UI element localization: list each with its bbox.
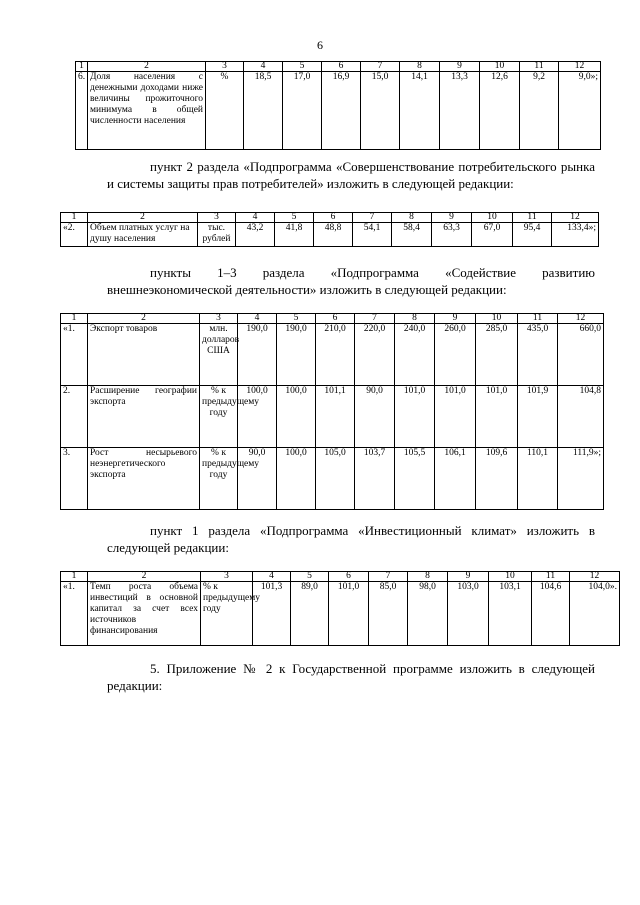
indicator-name: Темп роста объема инвестиций в основной капитал за счет всех источников финансирования bbox=[88, 582, 201, 646]
col-header: 9 bbox=[432, 213, 472, 223]
value-cell: 435,0 bbox=[518, 324, 558, 386]
col-header: 6 bbox=[316, 314, 355, 324]
value-cell: 16,9 bbox=[322, 72, 361, 150]
col-header: 2 bbox=[88, 572, 201, 582]
value-cell: 54,1 bbox=[353, 223, 392, 247]
col-header: 11 bbox=[532, 572, 570, 582]
col-header: 2 bbox=[88, 62, 206, 72]
value-cell: 190,0 bbox=[238, 324, 277, 386]
col-header: 6 bbox=[329, 572, 369, 582]
col-header: 8 bbox=[400, 62, 440, 72]
table-export bbox=[60, 313, 604, 510]
value-cell: 41,8 bbox=[275, 223, 314, 247]
table-investment bbox=[60, 571, 620, 646]
value-cell: 17,0 bbox=[283, 72, 322, 150]
col-header: 4 bbox=[236, 213, 275, 223]
paragraph-text: пункт 1 раздела «Подпрограмма «Инвестиционный климат» изложить в следующей редакции: bbox=[107, 523, 595, 555]
col-header: 5 bbox=[283, 62, 322, 72]
col-header: 3 bbox=[200, 314, 238, 324]
table-poverty-share bbox=[75, 61, 601, 150]
row-number: «1. bbox=[61, 324, 88, 386]
row-number: 2. bbox=[61, 386, 88, 448]
table-row bbox=[61, 324, 604, 386]
col-header: 12 bbox=[559, 62, 601, 72]
paragraph-investment-climate bbox=[107, 522, 595, 556]
value-cell: 101,1 bbox=[316, 386, 355, 448]
unit: тыс. рублей bbox=[198, 223, 236, 247]
indicator-name: Рост несырьевого неэнергетического экспорта bbox=[88, 448, 200, 510]
col-header: 2 bbox=[88, 213, 198, 223]
col-header: 1 bbox=[61, 572, 88, 582]
col-header: 11 bbox=[513, 213, 552, 223]
col-header: 6 bbox=[322, 62, 361, 72]
value-cell: 240,0 bbox=[395, 324, 435, 386]
value-cell: 100,0 bbox=[277, 386, 316, 448]
col-header: 4 bbox=[244, 62, 283, 72]
value-cell: 104,8 bbox=[558, 386, 604, 448]
row-number: 6. bbox=[76, 72, 88, 150]
value-cell: 48,8 bbox=[314, 223, 353, 247]
value-cell: 133,4»; bbox=[552, 223, 599, 247]
value-cell: 104,0». bbox=[570, 582, 620, 646]
col-header: 1 bbox=[61, 213, 88, 223]
col-header: 9 bbox=[435, 314, 476, 324]
col-header: 3 bbox=[206, 62, 244, 72]
col-header: 3 bbox=[198, 213, 236, 223]
unit: % к предыдущему году bbox=[201, 582, 253, 646]
value-cell: 260,0 bbox=[435, 324, 476, 386]
value-cell: 103,7 bbox=[355, 448, 395, 510]
col-header: 12 bbox=[552, 213, 599, 223]
value-cell: 190,0 bbox=[277, 324, 316, 386]
indicator-name: Объем платных услуг на душу населения bbox=[88, 223, 198, 247]
col-header: 11 bbox=[520, 62, 559, 72]
col-header: 11 bbox=[518, 314, 558, 324]
table-row bbox=[61, 223, 599, 247]
table-header-row bbox=[61, 213, 599, 223]
value-cell: 18,5 bbox=[244, 72, 283, 150]
value-cell: 90,0 bbox=[355, 386, 395, 448]
paragraph-appendix-2 bbox=[107, 660, 595, 694]
col-header: 8 bbox=[395, 314, 435, 324]
col-header: 9 bbox=[448, 572, 489, 582]
value-cell: 103,0 bbox=[448, 582, 489, 646]
table-row bbox=[61, 448, 604, 510]
value-cell: 101,0 bbox=[435, 386, 476, 448]
value-cell: 58,4 bbox=[392, 223, 432, 247]
paragraph-text: пункт 2 раздела «Подпрограмма «Совершенствование потребительского рынка и системы защиты прав потребителей» изложить в следующей редакции: bbox=[107, 159, 595, 191]
col-header: 7 bbox=[353, 213, 392, 223]
table-header-row bbox=[76, 62, 601, 72]
value-cell: 15,0 bbox=[361, 72, 400, 150]
col-header: 2 bbox=[88, 314, 200, 324]
value-cell: 110,1 bbox=[518, 448, 558, 510]
col-header: 10 bbox=[476, 314, 518, 324]
page-number: 6 bbox=[317, 38, 323, 52]
col-header: 7 bbox=[355, 314, 395, 324]
value-cell: 101,9 bbox=[518, 386, 558, 448]
indicator-name: Расширение географии экспорта bbox=[88, 386, 200, 448]
value-cell: 89,0 bbox=[291, 582, 329, 646]
col-header: 3 bbox=[201, 572, 253, 582]
value-cell: 98,0 bbox=[408, 582, 448, 646]
value-cell: 100,0 bbox=[277, 448, 316, 510]
paragraph-foreign-trade bbox=[107, 264, 595, 298]
value-cell: 12,6 bbox=[480, 72, 520, 150]
paragraph-text: пункты 1–3 раздела «Подпрограмма «Содействие развитию внешнеэкономической деятельности» изложить в следующей редакции: bbox=[107, 265, 595, 297]
value-cell: 103,1 bbox=[489, 582, 532, 646]
value-cell: 9,0»; bbox=[559, 72, 601, 150]
col-header: 1 bbox=[76, 62, 88, 72]
value-cell: 13,3 bbox=[440, 72, 480, 150]
value-cell: 85,0 bbox=[369, 582, 408, 646]
value-cell: 9,2 bbox=[520, 72, 559, 150]
indicator-name: Доля населения с денежными доходами ниже величины прожиточного минимума в общей численности населения bbox=[88, 72, 206, 150]
table-row bbox=[61, 582, 620, 646]
value-cell: 105,0 bbox=[316, 448, 355, 510]
value-cell: 67,0 bbox=[472, 223, 513, 247]
paragraph-consumer-market bbox=[107, 158, 595, 192]
value-cell: 14,1 bbox=[400, 72, 440, 150]
table-header-row bbox=[61, 572, 620, 582]
value-cell: 101,0 bbox=[476, 386, 518, 448]
value-cell: 111,9»; bbox=[558, 448, 604, 510]
table-paid-services bbox=[60, 212, 599, 247]
col-header: 10 bbox=[489, 572, 532, 582]
unit: % к предыдущему году bbox=[200, 386, 238, 448]
unit: % bbox=[206, 72, 244, 150]
value-cell: 95,4 bbox=[513, 223, 552, 247]
col-header: 12 bbox=[570, 572, 620, 582]
value-cell: 43,2 bbox=[236, 223, 275, 247]
value-cell: 100,0 bbox=[238, 386, 277, 448]
value-cell: 285,0 bbox=[476, 324, 518, 386]
value-cell: 210,0 bbox=[316, 324, 355, 386]
row-number: 3. bbox=[61, 448, 88, 510]
row-number: «2. bbox=[61, 223, 88, 247]
value-cell: 105,5 bbox=[395, 448, 435, 510]
col-header: 6 bbox=[314, 213, 353, 223]
col-header: 7 bbox=[361, 62, 400, 72]
unit: млн. долларов США bbox=[200, 324, 238, 386]
unit: % к предыдущему году bbox=[200, 448, 238, 510]
col-header: 12 bbox=[558, 314, 604, 324]
paragraph-text: 5. Приложение № 2 к Государственной программе изложить в следующей редакции: bbox=[107, 661, 595, 693]
value-cell: 106,1 bbox=[435, 448, 476, 510]
row-number: «1. bbox=[61, 582, 88, 646]
col-header: 10 bbox=[480, 62, 520, 72]
value-cell: 101,3 bbox=[253, 582, 291, 646]
value-cell: 63,3 bbox=[432, 223, 472, 247]
table-row bbox=[76, 72, 601, 150]
table-row bbox=[61, 386, 604, 448]
value-cell: 660,0 bbox=[558, 324, 604, 386]
col-header: 4 bbox=[238, 314, 277, 324]
col-header: 5 bbox=[275, 213, 314, 223]
value-cell: 90,0 bbox=[238, 448, 277, 510]
value-cell: 109,6 bbox=[476, 448, 518, 510]
col-header: 4 bbox=[253, 572, 291, 582]
col-header: 7 bbox=[369, 572, 408, 582]
col-header: 5 bbox=[277, 314, 316, 324]
col-header: 8 bbox=[392, 213, 432, 223]
col-header: 10 bbox=[472, 213, 513, 223]
col-header: 8 bbox=[408, 572, 448, 582]
table-header-row bbox=[61, 314, 604, 324]
indicator-name: Экспорт товаров bbox=[88, 324, 200, 386]
value-cell: 101,0 bbox=[329, 582, 369, 646]
value-cell: 104,6 bbox=[532, 582, 570, 646]
value-cell: 220,0 bbox=[355, 324, 395, 386]
col-header: 5 bbox=[291, 572, 329, 582]
col-header: 9 bbox=[440, 62, 480, 72]
col-header: 1 bbox=[61, 314, 88, 324]
value-cell: 101,0 bbox=[395, 386, 435, 448]
